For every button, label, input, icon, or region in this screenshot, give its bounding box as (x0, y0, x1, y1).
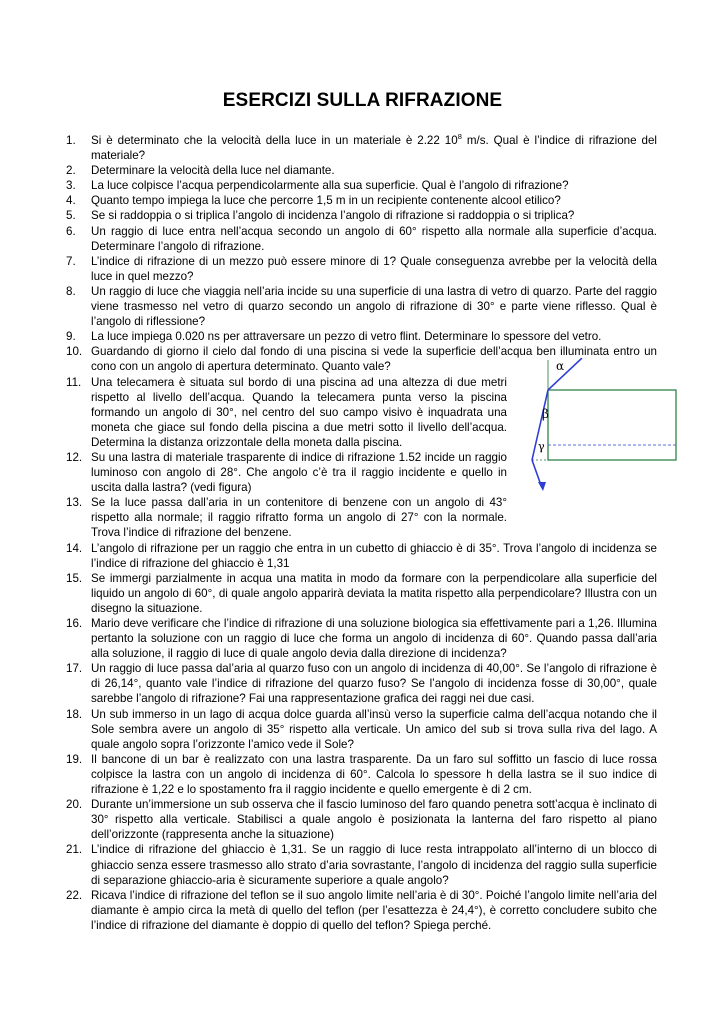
item-text: La luce colpisce l’acqua perpendicolarmente alla sua superficie. Qual è l’angolo di rifrazione? (91, 179, 569, 193)
exercise-item (66, 163, 657, 178)
item-number: 6. (66, 224, 76, 238)
item-number: 11. (66, 375, 82, 389)
incident-ray (548, 358, 582, 390)
exercise-item (66, 888, 657, 933)
item-text: La luce impiega 0.020 ns per attraversare un pezzo di vetro flint. Determinare lo spessore del vetro. (91, 330, 602, 344)
refraction-figure (512, 358, 682, 493)
exercise-item (66, 375, 507, 450)
item-text: Se si raddoppia o si triplica l’angolo di incidenza l’angolo di rifrazione si raddoppia o si triplica? (91, 209, 575, 223)
item-text: Quanto tempo impiega la luce che percorre 1,5 m in un recipiente contenente alcool etilico? (91, 194, 561, 208)
item-text: L’angolo di rifrazione per un raggio che entra in un cubetto di ghiaccio è di 35°. Trova l’angolo di incidenza se l’indice di rifrazione del ghiaccio è 1,31 (91, 541, 657, 570)
exercise-item (66, 254, 657, 284)
glass-slab (548, 390, 676, 460)
item-text: Una telecamera è situata sul bordo di una piscina ad una altezza di due metri rispetto al livello dell’acqua. Quando la telecamera punta verso la piscina formando un angolo di 30°, nel centro del suo campo visivo è inquadrata una moneta che giace sul fondo della piscina a due metri sotto il livello dell’acqua. Determina la distanza orizzontale della moneta dalla piscina. (91, 375, 507, 449)
exponent: 8 (457, 132, 462, 142)
item-text: Se immergi parzialmente in acqua una matita in modo da formare con la perpendicolare alla superficie del liquido un angolo di 60°, di quale angolo apparirà deviata la matita rispetto alla perpendicolare? Illustra con un disegno la situazione. (91, 571, 657, 615)
exercise-item (66, 541, 657, 571)
item-text: Guardando di giorno il cielo dal fondo di una piscina si vede la superficie dell’acqua ben illuminata entro un cono con un angolo di apertura determinato. Quanto vale? (91, 345, 657, 374)
exercise-item (66, 495, 657, 540)
item-text: Se la luce passa dall’aria in un contenitore di benzene con un angolo di 43° rispetto alla normale; il raggio rifratto forma un angolo di 27° con la normale. Trova l’indice di rifrazione del benzene. (91, 496, 507, 540)
item-number: 20. (66, 798, 83, 812)
exercise-item (66, 208, 657, 223)
item-number: 18. (66, 707, 83, 721)
item-number: 5. (66, 209, 76, 223)
alpha-label: α (556, 359, 565, 373)
exercise-list (66, 133, 657, 933)
item-text: Un raggio di luce entra nell’acqua secondo un angolo di 60° rispetto alla normale alla superficie d’acqua. Determinare l’angolo di rifrazione. (91, 224, 657, 253)
exercise-item (66, 661, 657, 706)
beta-label: β (542, 407, 549, 421)
item-number: 19. (66, 752, 83, 766)
item-number: 7. (66, 254, 76, 268)
item-number: 1. (66, 134, 76, 147)
item-text: Mario deve verificare che l’indice di rifrazione di una soluzione biologica sia effettivamente pari a 1,26. Illumina pertanto la soluzione con un raggio di luce che forma un angolo di incidenza di 60°. Quando passa dall’aria alla soluzione, il raggio di luce di quale angolo devia dalla direzione di incidenza? (91, 617, 657, 661)
item-number: 13. (66, 496, 83, 510)
exercise-item (66, 178, 657, 193)
item-number: 8. (66, 284, 76, 298)
item-text-part: Si è determinato che la velocità della luce in un materiale è 2.22 10 (91, 134, 458, 147)
item-number: 22. (66, 888, 83, 902)
item-number: 3. (66, 179, 76, 193)
exercise-item (66, 224, 657, 254)
item-number: 12. (66, 450, 83, 464)
exercise-item (66, 571, 657, 616)
item-number: 16. (66, 617, 83, 630)
item-text: L’indice di rifrazione del ghiaccio è 1,31. Se un raggio di luce resta intrappolato all’interno di un blocco di ghiaccio senza essere trasmesso allo strato d’aria sovrastante, l’angolo di incidenza del raggio sulla superficie di separazione ghiaccio-aria è sicuramente superiore a quale angolo? (91, 843, 657, 887)
exercise-item (66, 707, 657, 752)
exercise-item (66, 450, 507, 495)
exercise-item (66, 842, 657, 887)
item-number: 9. (66, 330, 76, 344)
item-text: Su una lastra di materiale trasparente di indice di rifrazione 1.52 incide un raggio luminoso con angolo di 28°. Che angolo c’è tra il raggio incidente e quello in uscita dalla lastra? (vedi figura) (91, 450, 507, 495)
item-text: Durante un’immersione un sub osserva che il fascio luminoso del faro quando penetra sott’acqua è inclinato di 30° rispetto alla verticale. Stabilisci a quale angolo è posizionata la lanterna del faro rispetto al piano dell’orizzonte (rappresenta anche la situazione) (91, 798, 657, 842)
item-number: 2. (66, 164, 76, 178)
item-text: L’indice di rifrazione di un mezzo può essere minore di 1? Quale conseguenza avrebbe per la velocità della luce in quel mezzo? (91, 254, 657, 283)
item-number: 17. (66, 662, 83, 676)
exercise-item (66, 616, 657, 661)
exercise-item (66, 284, 657, 329)
item-text: Un raggio di luce passa dal’aria al quarzo fuso con un angolo di incidenza di 40,00°. Se l’angolo di rifrazione è di 26,14°, quanto vale l’indice di rifrazione del quarzo fuso? Se l’angolo di incidenza fosse di 30,00°, quale sarebbe l’angolo di rifrazione? Fai una rappresentazione grafica dei raggi nei due casi. (91, 662, 657, 706)
gamma-label: γ (538, 440, 545, 453)
exercise-item (66, 752, 657, 797)
item-number: 21. (66, 843, 83, 857)
item-text: Il bancone di un bar è realizzato con una lastra trasparente. Da un faro sul soffitto un fascio di luce rossa colpisce la lastra con un angolo di incidenza di 60°. Calcola lo spessore h della lastra se il suo indice di rifrazione è 1,22 e lo spostamento fra il raggio incidente e quello emergente è di 2 cm. (91, 752, 657, 797)
item-number: 15. (66, 571, 83, 585)
exercise-item (66, 329, 657, 344)
exercise-item (66, 133, 657, 163)
arrow-head-icon (538, 482, 546, 491)
item-text: Determinare la velocità della luce nel diamante. (91, 164, 335, 178)
item-text: Ricava l’indice di rifrazione del teflon se il suo angolo limite nell’aria è di 30°. Poiché l’angolo limite nell’aria del diamante è ampio circa la metà di quello del teflon (per l’esattezza è 24,4°), è corretto concludere subito che l’indice di rifrazione del diamante è doppio di quello del teflon? Spiega perché. (91, 888, 657, 932)
exercise-item (66, 193, 657, 208)
item-text-part: m/s. Qual è l’indice di rifrazione del materiale? (91, 134, 657, 163)
item-number: 4. (66, 194, 76, 208)
item-number: 14. (66, 541, 83, 555)
page-title: ESERCIZI SULLA RIFRAZIONE (222, 90, 503, 111)
exercise-item (66, 797, 657, 842)
item-number: 10. (66, 345, 83, 359)
item-text: Un sub immerso in un lago di acqua dolce guarda all’insù verso la superficie calma dell’acqua notando che il Sole sembra avere un angolo di 35° rispetto alla verticale. Un amico del sub si trova sulla riva del lago. A quale angolo sopra l’orizzonte l’amico vede il Sole? (91, 707, 657, 751)
item-text: Un raggio di luce che viaggia nell’aria incide su una superficie di una lastra di vetro di quarzo. Parte del raggio viene trasmesso nel vetro di quarzo secondo un angolo di rifrazione di 30° e parte viene riflesso. Qual è l’angolo di riflessione? (91, 284, 657, 329)
